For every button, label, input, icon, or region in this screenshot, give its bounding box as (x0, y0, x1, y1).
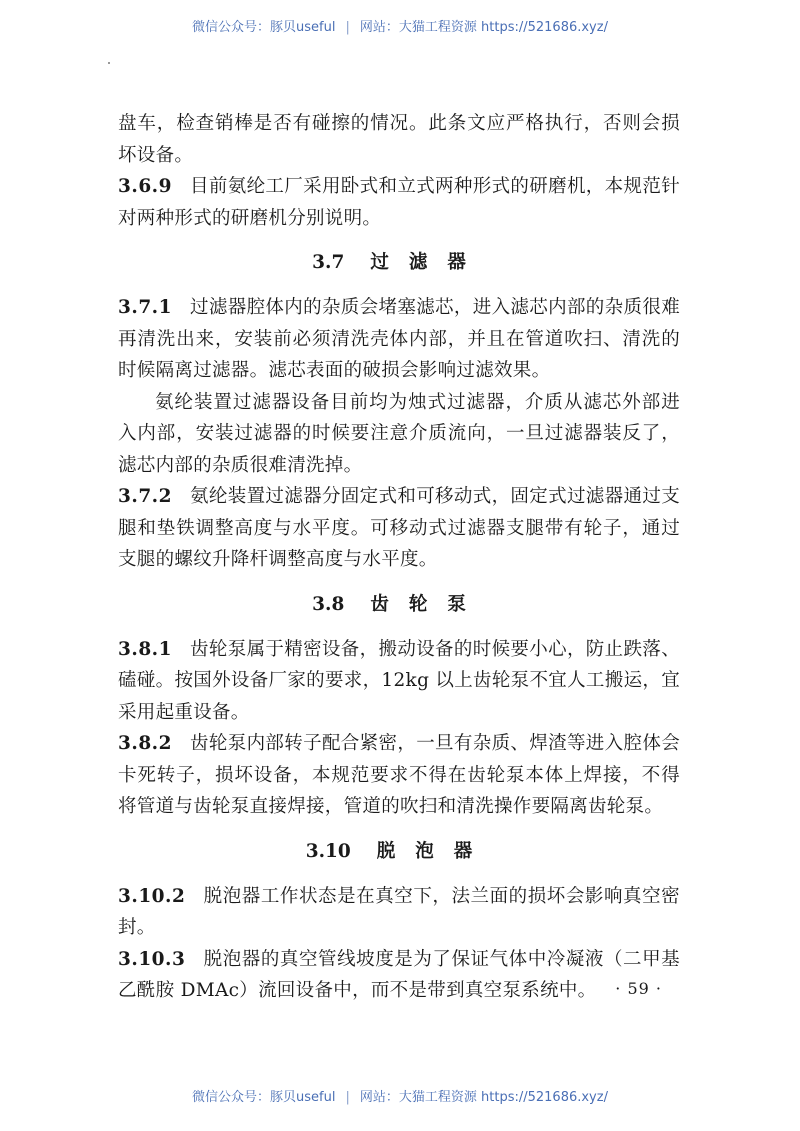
clause-number: 3.10.2 (118, 885, 186, 907)
section-heading-3-8 (118, 590, 680, 620)
watermark-top (0, 16, 800, 35)
clause-text: 脱泡器的真空管线坡度是为了保证气体中冷凝液（二甲基乙酰胺 DMAc）流回设备中，而不是带到真空泵系统中。 (118, 948, 680, 1001)
clause-number: 3.6.9 (118, 176, 172, 197)
section-heading-3-10 (118, 837, 680, 867)
clause-3-7-1 (118, 292, 680, 387)
section-number: 3.7 (312, 252, 345, 273)
clause-text: 齿轮泵属于精密设备，搬动设备的时候要小心，防止跌落、磕碰。按国外设备厂家的要求，12kg 以上齿轮泵不宜人工搬运，宜采用起重设备。 (118, 638, 680, 723)
watermark-website: 网站：大猫工程资源 https://521686.xyz/ (359, 20, 608, 35)
paragraph-text: 盘车，检查销棒是否有碰擦的情况。此条文应严格执行，否则会损坏设备。 (118, 113, 680, 166)
watermark-separator: | (345, 1090, 350, 1105)
clause-text: 脱泡器工作状态是在真空下，法兰面的损坏会影响真空密封。 (118, 885, 680, 938)
paragraph-text: 氨纶装置过滤器设备目前均为烛式过滤器，介质从滤芯外部进入内部，安装过滤器的时候要注意介质流向，一旦过滤器装反了，滤芯内部的杂质很难清洗掉。 (118, 391, 680, 476)
section-heading-3-7 (118, 248, 680, 278)
watermark-separator: | (345, 20, 350, 35)
clause-3-6-9 (118, 171, 680, 234)
clause-3-7-2 (118, 481, 680, 576)
section-title: 齿轮泵 (370, 593, 486, 615)
watermark-bottom (0, 1086, 800, 1105)
section-number: 3.8 (312, 593, 345, 615)
section-number: 3.10 (305, 840, 351, 862)
clause-text: 齿轮泵内部转子配合紧密，一旦有杂质、焊渣等进入腔体会卡死转子，损坏设备，本规范要求不得在齿轮泵本体上焊接，不得将管道与齿轮泵直接焊接，管道的吹扫和清洗操作要隔离齿轮泵。 (118, 733, 680, 817)
clause-text: 目前氨纶工厂采用卧式和立式两种形式的研磨机，本规范针对两种形式的研磨机分别说明。 (118, 176, 680, 229)
clause-number: 3.8.1 (118, 638, 172, 660)
clause-3-10-3 (118, 944, 680, 1007)
clause-3-8-2 (118, 728, 680, 823)
page-content (118, 108, 680, 1007)
clause-number: 3.10.3 (118, 948, 186, 970)
clause-3-10-2 (118, 881, 680, 944)
paragraph-continuation (118, 108, 680, 171)
section-title: 脱泡器 (376, 840, 493, 862)
clause-3-8-1 (118, 634, 680, 729)
section-title: 过滤器 (370, 252, 486, 273)
watermark-website: 网站：大猫工程资源 https://521686.xyz/ (359, 1090, 608, 1105)
clause-text: 过滤器腔体内的杂质会堵塞滤芯，进入滤芯内部的杂质很难再清洗出来，安装前必须清洗壳体内部，并且在管道吹扫、清洗的时候隔离过滤器。滤芯表面的破损会影响过滤效果。 (118, 297, 680, 381)
scan-dot (108, 62, 110, 64)
page-number: · 59 · (615, 979, 662, 998)
clause-number: 3.7.1 (118, 297, 172, 318)
watermark-wechat: 微信公众号：豚贝useful (192, 1090, 336, 1105)
clause-number: 3.8.2 (118, 733, 172, 754)
clause-number: 3.7.2 (118, 486, 172, 507)
watermark-wechat: 微信公众号：豚贝useful (192, 20, 336, 35)
clause-text: 氨纶装置过滤器分固定式和可移动式，固定式过滤器通过支腿和垫铁调整高度与水平度。可移动式过滤器支腿带有轮子，通过支腿的螺纹升降杆调整高度与水平度。 (118, 486, 680, 570)
paragraph-3-7-1-cont (118, 387, 680, 482)
